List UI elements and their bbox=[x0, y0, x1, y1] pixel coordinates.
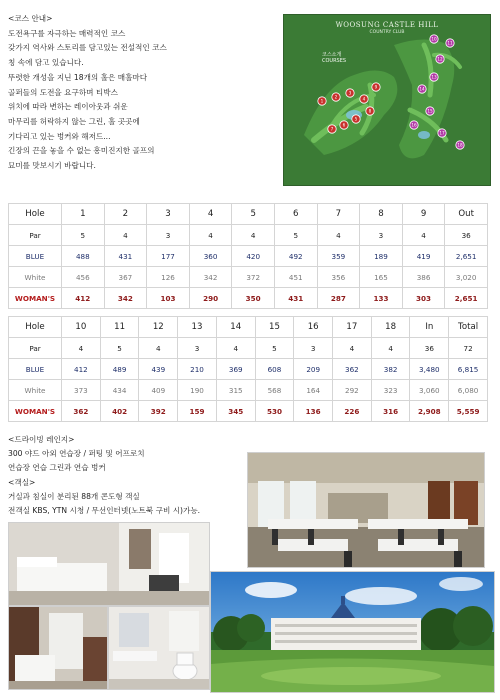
hole-marker bbox=[360, 95, 368, 103]
score-cell: 345 bbox=[216, 401, 255, 422]
score-cell: 412 bbox=[62, 288, 105, 309]
score-cell: 382 bbox=[371, 359, 410, 380]
score-cell: 36 bbox=[410, 338, 449, 359]
bathroom-photo bbox=[108, 606, 210, 690]
score-cell: 451 bbox=[274, 267, 317, 288]
score-cell: 315 bbox=[216, 380, 255, 401]
hole-marker-label: 10 bbox=[431, 36, 437, 42]
intro-line: 골퍼들의 도전을 요구하며 티박스 bbox=[8, 87, 118, 97]
score-cell: 342 bbox=[104, 288, 147, 309]
score-cell: 4 bbox=[333, 338, 372, 359]
hole-markers bbox=[284, 15, 490, 185]
score-cell: 133 bbox=[360, 288, 403, 309]
map-label-korean: 코스소개 bbox=[322, 52, 342, 58]
score-cell: 402 bbox=[100, 401, 139, 422]
score-cell: 287 bbox=[317, 288, 360, 309]
course-map bbox=[283, 14, 491, 186]
score-cell: 3,060 bbox=[410, 380, 449, 401]
score-cell: 103 bbox=[147, 288, 190, 309]
score-cell: 392 bbox=[139, 401, 178, 422]
header-cell: 13 bbox=[178, 317, 217, 338]
hole-marker bbox=[418, 85, 426, 93]
header-cell: 1 bbox=[62, 204, 105, 225]
score-cell: 3 bbox=[294, 338, 333, 359]
facilities-text bbox=[8, 433, 253, 518]
facilities-line: 300 야드 아외 연습장 / 퍼팅 및 어프로치 bbox=[8, 449, 145, 459]
score-cell: 4 bbox=[402, 225, 445, 246]
score-cell: 3 bbox=[178, 338, 217, 359]
score-cell: 36 bbox=[445, 225, 488, 246]
hole-marker-label: 7 bbox=[330, 126, 334, 132]
score-cell: 2,651 bbox=[445, 246, 488, 267]
hole-marker bbox=[426, 107, 434, 115]
score-cell: 290 bbox=[189, 288, 232, 309]
score-cell: 177 bbox=[147, 246, 190, 267]
intro-line: 뚜렷한 개성을 지닌 18개의 홀은 매홀마다 bbox=[8, 72, 148, 82]
header-cell: 15 bbox=[255, 317, 294, 338]
front-white-row bbox=[9, 267, 488, 288]
header-cell: 5 bbox=[232, 204, 275, 225]
header-cell: 16 bbox=[294, 317, 333, 338]
hole-marker bbox=[318, 97, 326, 105]
row-label: White bbox=[9, 267, 62, 288]
back-womens-row bbox=[9, 401, 488, 422]
score-cell: 164 bbox=[294, 380, 333, 401]
header-cell: 4 bbox=[189, 204, 232, 225]
header-cell: Hole bbox=[9, 204, 62, 225]
hole-marker-label: 17 bbox=[439, 130, 445, 136]
hole-marker-label: 12 bbox=[437, 56, 443, 62]
header-cell: 18 bbox=[371, 317, 410, 338]
facilities-line: 거실과 침실이 분리된 88개 콘도형 객실 bbox=[8, 491, 140, 501]
header-cell: 3 bbox=[147, 204, 190, 225]
hole-marker-label: 9 bbox=[374, 84, 378, 90]
header-cell: 6 bbox=[274, 204, 317, 225]
header-cell: In bbox=[410, 317, 449, 338]
clubhouse-photo bbox=[210, 571, 495, 693]
score-cell: 5 bbox=[255, 338, 294, 359]
score-cell: 165 bbox=[360, 267, 403, 288]
hole-marker bbox=[366, 107, 374, 115]
intro-heading: <코스 안내> bbox=[8, 14, 53, 23]
hole-marker-label: 14 bbox=[419, 86, 425, 92]
score-cell: 4 bbox=[104, 225, 147, 246]
score-cell: 4 bbox=[317, 225, 360, 246]
hole-marker bbox=[332, 93, 340, 101]
header-cell: 8 bbox=[360, 204, 403, 225]
row-label: Par bbox=[9, 338, 62, 359]
score-cell: 420 bbox=[232, 246, 275, 267]
back-white-row bbox=[9, 380, 488, 401]
score-cell: 439 bbox=[139, 359, 178, 380]
row-label: Par bbox=[9, 225, 62, 246]
intro-line: 마무리를 허락하지 않는 그린, 홀 곳곳에 bbox=[8, 116, 140, 126]
score-cell: 3,020 bbox=[445, 267, 488, 288]
intro-line: 위치에 따라 변하는 레이아웃과 쉬운 bbox=[8, 102, 128, 112]
score-cell: 323 bbox=[371, 380, 410, 401]
score-cell: 456 bbox=[62, 267, 105, 288]
front-womens-row bbox=[9, 288, 488, 309]
header-cell: Hole bbox=[9, 317, 62, 338]
score-cell: 568 bbox=[255, 380, 294, 401]
score-cell: 367 bbox=[104, 267, 147, 288]
map-title: WOOSUNG CASTLE HILL bbox=[335, 21, 439, 29]
header-cell: 9 bbox=[402, 204, 445, 225]
row-label: White bbox=[9, 380, 62, 401]
header-cell: 17 bbox=[333, 317, 372, 338]
score-cell: 492 bbox=[274, 246, 317, 267]
back-blue-row bbox=[9, 359, 488, 380]
intro-line: 칭 속에 담고 있습니다. bbox=[8, 58, 84, 68]
score-cell: 360 bbox=[189, 246, 232, 267]
hole-marker-label: 5 bbox=[354, 116, 358, 122]
score-cell: 136 bbox=[294, 401, 333, 422]
score-cell: 4 bbox=[232, 225, 275, 246]
score-cell: 608 bbox=[255, 359, 294, 380]
score-cell: 3 bbox=[147, 225, 190, 246]
header-cell: 11 bbox=[100, 317, 139, 338]
hole-marker-label: 18 bbox=[457, 142, 463, 148]
score-cell: 488 bbox=[62, 246, 105, 267]
score-cell: 5,559 bbox=[449, 401, 488, 422]
score-cell: 362 bbox=[333, 359, 372, 380]
front-nine-scorecard bbox=[8, 203, 488, 309]
score-cell: 190 bbox=[178, 380, 217, 401]
front-blue-row bbox=[9, 246, 488, 267]
hole-marker bbox=[430, 73, 438, 81]
score-cell: 4 bbox=[216, 338, 255, 359]
score-cell: 409 bbox=[139, 380, 178, 401]
header-cell: 7 bbox=[317, 204, 360, 225]
row-label: WOMAN'S bbox=[9, 401, 62, 422]
back-header-row bbox=[9, 317, 488, 338]
front-header-row bbox=[9, 204, 488, 225]
header-cell: Total bbox=[449, 317, 488, 338]
score-cell: 434 bbox=[100, 380, 139, 401]
hole-marker bbox=[340, 121, 348, 129]
score-cell: 489 bbox=[100, 359, 139, 380]
score-cell: 2,908 bbox=[410, 401, 449, 422]
row-label: BLUE bbox=[9, 246, 62, 267]
hole-marker bbox=[352, 115, 360, 123]
guest-room-photo bbox=[8, 522, 210, 606]
score-cell: 4 bbox=[189, 225, 232, 246]
score-cell: 292 bbox=[333, 380, 372, 401]
intro-line: 도전욕구를 자극하는 매력적인 코스 bbox=[8, 28, 126, 38]
bedroom-photo bbox=[8, 606, 108, 690]
score-cell: 226 bbox=[333, 401, 372, 422]
map-label bbox=[322, 51, 346, 64]
score-cell: 362 bbox=[62, 401, 101, 422]
driving-range-heading: <드라이빙 레인지> bbox=[8, 435, 75, 444]
score-cell: 356 bbox=[317, 267, 360, 288]
score-cell: 5 bbox=[100, 338, 139, 359]
intro-line: 갖가지 역사와 스토리를 담고있는 전설적인 코스 bbox=[8, 43, 167, 53]
score-cell: 386 bbox=[402, 267, 445, 288]
hole-marker bbox=[328, 125, 336, 133]
score-cell: 431 bbox=[104, 246, 147, 267]
score-cell: 210 bbox=[178, 359, 217, 380]
hole-marker bbox=[372, 83, 380, 91]
score-cell: 412 bbox=[62, 359, 101, 380]
hole-marker-label: 6 bbox=[342, 122, 346, 128]
intro-line: 긴장의 끈을 놓을 수 없는 흥미진지한 골프의 bbox=[8, 146, 155, 156]
score-cell: 126 bbox=[147, 267, 190, 288]
hole-marker-label: 13 bbox=[431, 74, 437, 80]
score-cell: 189 bbox=[360, 246, 403, 267]
hole-marker bbox=[436, 55, 444, 63]
score-cell: 316 bbox=[371, 401, 410, 422]
facilities-line: 전객실 KBS, YTN 시청 / 무선인터넷(노트북 구비 시)가능. bbox=[8, 506, 201, 516]
back-nine-scorecard bbox=[8, 316, 488, 422]
score-cell: 4 bbox=[371, 338, 410, 359]
score-cell: 6,815 bbox=[449, 359, 488, 380]
score-cell: 372 bbox=[232, 267, 275, 288]
score-cell: 4 bbox=[62, 338, 101, 359]
hole-marker-label: 16 bbox=[411, 122, 417, 128]
course-intro bbox=[8, 12, 270, 174]
header-cell: 12 bbox=[139, 317, 178, 338]
intro-line: 기다리고 있는 벙커와 해저드... bbox=[8, 131, 111, 141]
score-cell: 3 bbox=[360, 225, 403, 246]
restaurant-photo bbox=[247, 452, 485, 568]
facilities-line: 연습장 연습 그린과 연습 벙커 bbox=[8, 463, 106, 473]
score-cell: 350 bbox=[232, 288, 275, 309]
score-cell: 342 bbox=[189, 267, 232, 288]
back-par-row bbox=[9, 338, 488, 359]
score-cell: 6,080 bbox=[449, 380, 488, 401]
score-cell: 303 bbox=[402, 288, 445, 309]
hole-marker bbox=[446, 39, 454, 47]
header-cell: 2 bbox=[104, 204, 147, 225]
score-cell: 2,651 bbox=[445, 288, 488, 309]
hole-marker-label: 11 bbox=[447, 40, 453, 46]
hole-marker bbox=[410, 121, 418, 129]
score-cell: 369 bbox=[216, 359, 255, 380]
map-label-english: COURSES bbox=[322, 58, 347, 64]
hole-marker-label: 4 bbox=[362, 96, 366, 102]
header-cell: Out bbox=[445, 204, 488, 225]
hole-marker-label: 15 bbox=[427, 108, 433, 114]
header-cell: 14 bbox=[216, 317, 255, 338]
hole-marker bbox=[438, 129, 446, 137]
score-cell: 72 bbox=[449, 338, 488, 359]
hole-marker bbox=[430, 35, 438, 43]
score-cell: 530 bbox=[255, 401, 294, 422]
hole-marker-label: 1 bbox=[320, 98, 324, 104]
score-cell: 5 bbox=[62, 225, 105, 246]
row-label: WOMAN'S bbox=[9, 288, 62, 309]
intro-line: 묘미를 맛보시기 바랍니다. bbox=[8, 161, 96, 171]
score-cell: 419 bbox=[402, 246, 445, 267]
header-cell: 10 bbox=[62, 317, 101, 338]
score-cell: 4 bbox=[139, 338, 178, 359]
hole-marker bbox=[456, 141, 464, 149]
score-cell: 373 bbox=[62, 380, 101, 401]
score-cell: 159 bbox=[178, 401, 217, 422]
front-par-row bbox=[9, 225, 488, 246]
hole-marker bbox=[346, 89, 354, 97]
score-cell: 5 bbox=[274, 225, 317, 246]
score-cell: 359 bbox=[317, 246, 360, 267]
map-subtitle: COUNTRY CLUB bbox=[369, 30, 405, 35]
score-cell: 209 bbox=[294, 359, 333, 380]
score-cell: 431 bbox=[274, 288, 317, 309]
hole-marker-label: 2 bbox=[334, 94, 338, 100]
row-label: BLUE bbox=[9, 359, 62, 380]
rooms-heading: <객실> bbox=[8, 477, 36, 487]
hole-marker-label: 3 bbox=[348, 90, 352, 96]
score-cell: 3,480 bbox=[410, 359, 449, 380]
hole-marker-label: 8 bbox=[368, 108, 372, 114]
